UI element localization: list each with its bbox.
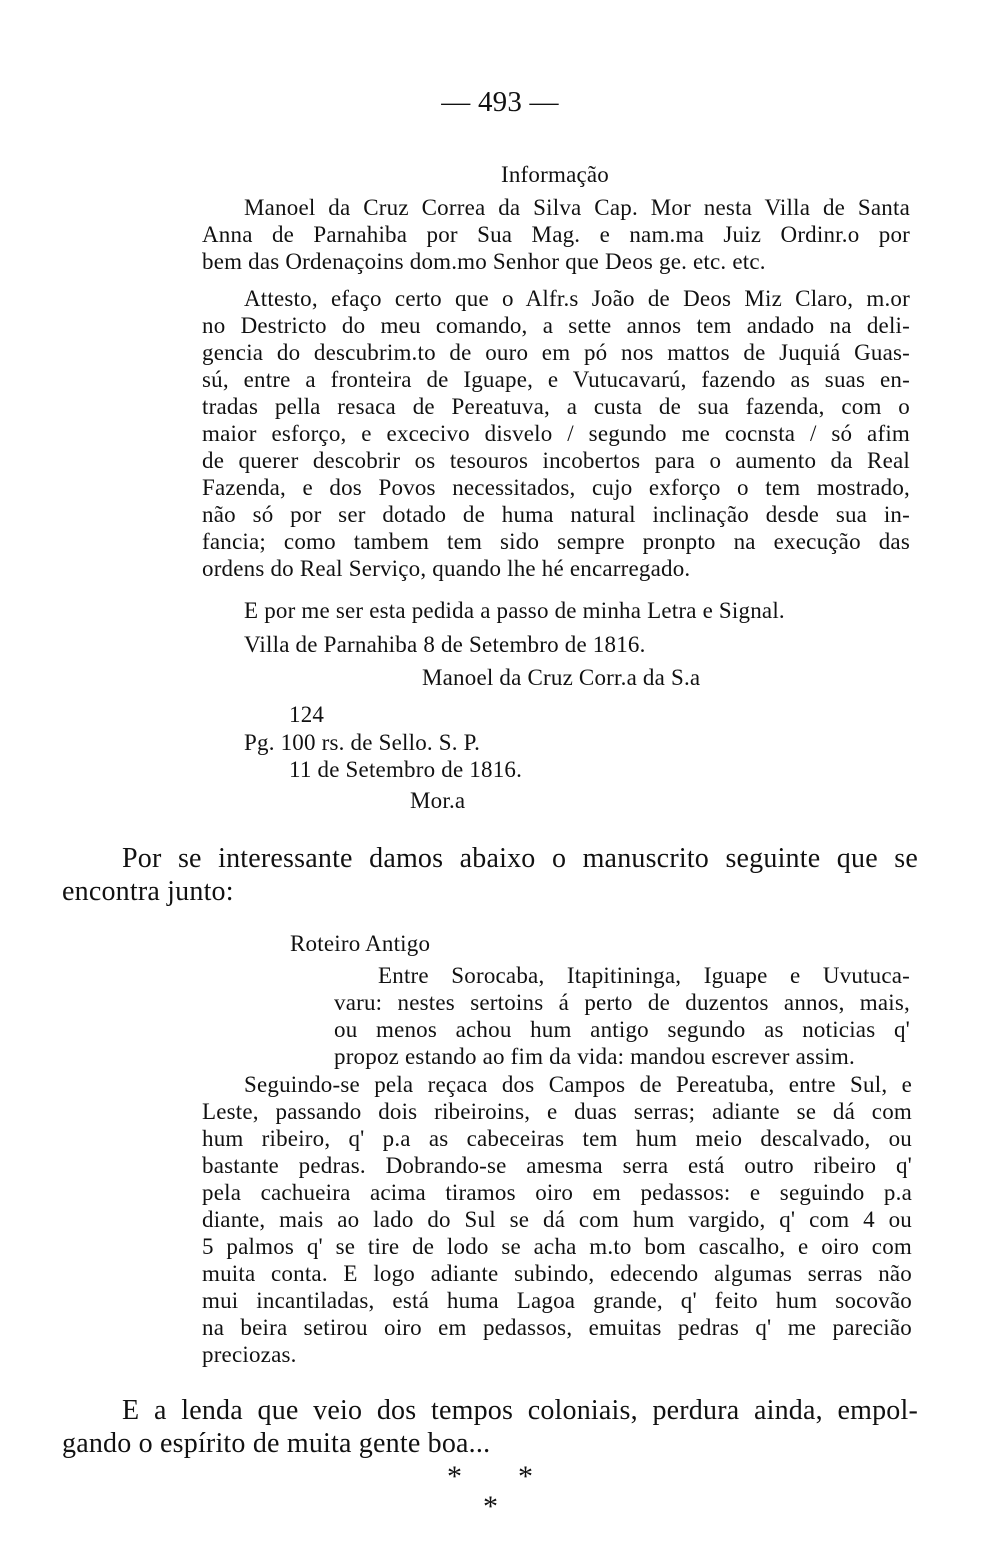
roteiro-body-line: Leste, passando dois ribeiroins, e duas serras; adiante se dá com	[202, 1099, 912, 1124]
attesto-line: no Destricto do meu comando, a sette annos tem andado na deli-	[202, 313, 910, 338]
roteiro-heading-line: propoz estando ao fim da vida: mandou escrever assim.	[334, 1044, 855, 1069]
signature: Manoel da Cruz Corr.a da S.a	[422, 665, 701, 690]
roteiro-heading	[334, 962, 910, 1070]
attesto-line: maior esforço, e excecivo disvelo / segundo me cocnsta / só afim	[202, 421, 910, 446]
roteiro-body-line: na beira setirou oiro em pedassos, emuitas pedras q' me pareciãо	[202, 1315, 912, 1340]
roteiro-heading-line: varu: nestes sertoins á perto de duzentos annos, mais,	[334, 990, 910, 1015]
roteiro-heading-line: ou menos achou hum antigo segundo as noticias q'	[334, 1017, 910, 1042]
page-number: — 493 —	[441, 86, 559, 118]
stamp-number: 124	[289, 702, 325, 727]
request-line: E por me ser esta pedida a passo de minha Letra e Signal.	[244, 598, 785, 623]
closing-line: E a lenda que veio dos tempos coloniais, perdura ainda, empol-	[122, 1395, 918, 1426]
informacao-title: Informação	[501, 162, 609, 187]
informacao-opening	[202, 194, 910, 275]
ornament-star-right: *	[518, 1460, 533, 1493]
attesto-line: fancia; como tambem tem sido sempre pronpto na execução das	[202, 529, 910, 554]
closing-line: gando o espírito de muita gente boa...	[62, 1428, 491, 1459]
stamp-paid: Pg. 100 rs. de Sello. S. P.	[244, 730, 481, 755]
stamp-mor: Mor.a	[410, 788, 466, 813]
attesto-line: sú, entre a fronteira de Iguape, e Vutucavarú, fazendo as suas en-	[202, 367, 910, 392]
roteiro-body-line: mui incantiladas, está huma Lagoa grande, q' feito hum socovão	[202, 1288, 912, 1313]
roteiro-title: Roteiro Antigo	[290, 931, 431, 956]
roteiro-heading-line: Entre Sorocaba, Itapitininga, Iguape e Uvutuca-	[378, 963, 910, 988]
roteiro-body-line: hum ribeiro, q' p.a as cabeceiras tem hum meio descalvado, ou	[202, 1126, 912, 1151]
closing-paragraph	[62, 1394, 918, 1460]
date-line: Villa de Parnahiba 8 de Setembro de 1816.	[244, 632, 646, 657]
roteiro-body-line: bastante pedras. Dobrando-se amesma serra está outro ribeiro q'	[202, 1153, 912, 1178]
attesto-line: Attesto, efaço certo que o Alfr.s João de Deos Miz Claro, m.or	[244, 286, 910, 311]
roteiro-body-line: muita conta. E logo adiante subindo, edecendo algumas serras não	[202, 1261, 912, 1286]
attesto-line: tradas pella resaca de Pereatuva, a custa de sua fazenda, com o	[202, 394, 910, 419]
ornament-star-bottom: *	[483, 1490, 498, 1523]
ornament-star-left: *	[447, 1460, 462, 1493]
roteiro-body-line: preciozas.	[202, 1342, 297, 1367]
attesto-line: não só por ser dotado de huma natural inclinação desde sua in-	[202, 502, 910, 527]
intro-line: encontra junto:	[62, 876, 234, 907]
roteiro-body-line: Seguindo-se pela reçaca dos Campos de Pereatuba, entre Sul, e	[244, 1072, 912, 1097]
opening-line: Manoel da Cruz Correa da Silva Cap. Mor nesta Villa de Santa	[244, 195, 910, 220]
opening-line: bem das Ordenaçoins dom.mo Senhor que Deos ge. etc. etc.	[202, 249, 766, 274]
attesto-line: ordens do Real Serviço, quando lhe hé encarregado.	[202, 556, 691, 581]
stamp-date: 11 de Setembro de 1816.	[289, 757, 523, 782]
attesto-line: gencia do descubrim.to de ouro em pó nos mattos de Juquiá Guas-	[202, 340, 910, 365]
roteiro-body	[202, 1071, 912, 1368]
attesto-line: de querer descobrir os tesouros incobertos para o aumento da Real	[202, 448, 910, 473]
roteiro-body-line: 5 palmos q' se tire de lodo se acha m.to bom cascalho, e oiro com	[202, 1234, 912, 1259]
attesto-line: Fazenda, e dos Povos necessitados, cujo exforço o tem mostrado,	[202, 475, 910, 500]
roteiro-body-line: diante, mais ao lado do Sul se dá com hum vargido, q' com 4 ou	[202, 1207, 912, 1232]
intro-line: Por se interessante damos abaixo o manuscrito seguinte que se	[122, 843, 918, 874]
roteiro-body-line: pela cachueira acima tiramos oiro em pedassos: e seguindo p.a	[202, 1180, 912, 1205]
intro-paragraph	[62, 842, 918, 908]
attesto-paragraph	[202, 285, 910, 582]
opening-line: Anna de Parnahiba por Sua Mag. e nam.ma Juiz Ordinr.o por	[202, 222, 910, 247]
